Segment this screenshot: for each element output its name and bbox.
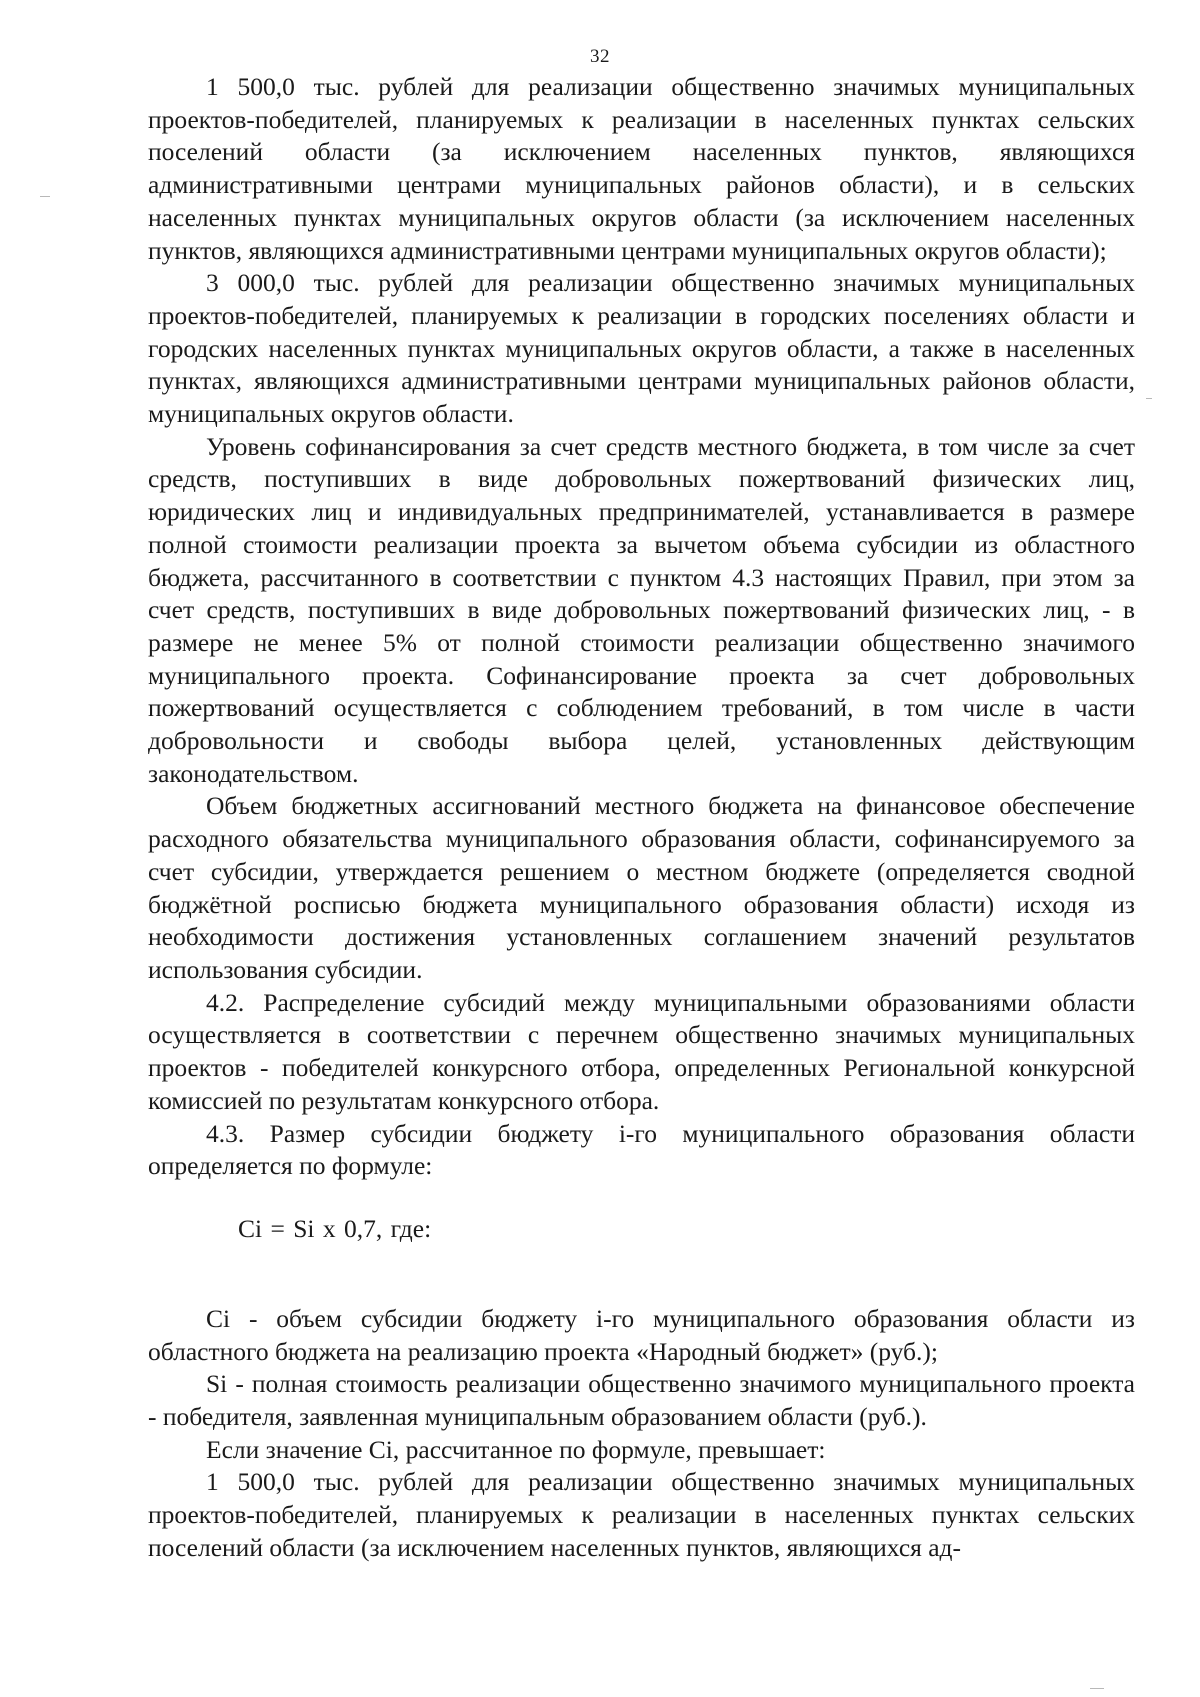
definition-si: Si - полная стоимость реализации общественно значимого муниципального проекта - победителя, заявленная муниципальным образованием области (руб.). (148, 1369, 1135, 1432)
paragraph-rural-threshold: 1 500,0 тыс. рублей для реализации общественно значимых муниципальных проектов-победителей, планируемых к реализации в населенных пунктах сельских поселений области (за исключением населенных пунктов, являющихся административными центрами муниципальных районов области), и в сельских населенных пунктах муниципальных округов области (за исключением населенных пунктов, являющихся административными центрами муниципальных округов области); (148, 72, 1135, 265)
paragraph-section-4-3: 4.3. Размер субсидии бюджету i-го муниципального образования области определяется по формуле: (148, 1118, 1135, 1181)
page-number: 32 (590, 46, 610, 67)
definition-ci: Ci - объем субсидии бюджету i-го муниципального образования области из областного бюджета на реализацию проекта «Народный бюджет» (руб.); (148, 1303, 1135, 1366)
subsidy-formula: Ci = Si x 0,7, где: (238, 1213, 432, 1243)
paragraph-cofinancing-level: Уровень софинансирования за счет средств местного бюджета, в том числе за счет средств, поступивших в виде добровольных пожертвований физических лиц, юридических лиц и индивидуальных предпринимателей, устанавливается в размере полной стоимости реализации проекта за вычетом объема субсидии из областного бюджета, рассчитанного в соответствии с пунктом 4.3 настоящих Правил, при этом за счет средств, поступивших в виде добровольных пожертвований физических лиц, - в размере не менее 5% от полной стоимости реализации общественно значимого муниципального проекта. Софинансирование проекта за счет добровольных пожертвований осуществляется с соблюдением требований, в том числе в части добровольности и свободы выбора целей, установленных действующим законодательством. (148, 431, 1135, 788)
scan-artifact (1090, 1688, 1104, 1689)
paragraph-section-4-2: 4.2. Распределение субсидий между муниципальными образованиями области осуществляется в соответствии с перечнем общественно значимых муниципальных проектов - победителей конкурсного отбора, определенных Региональной конкурсной комиссией по результатам конкурсного отбора. (148, 987, 1135, 1115)
paragraph-urban-threshold: 3 000,0 тыс. рублей для реализации общественно значимых муниципальных проектов-победителей, планируемых к реализации в городских поселениях области и городских населенных пунктах муниципальных округов области, а также в населенных пунктах, являющихся административными центрами муниципальных районов области, муниципальных округов области. (148, 268, 1135, 429)
paragraph-rural-threshold-repeat: 1 500,0 тыс. рублей для реализации общественно значимых муниципальных проектов-победителей, планируемых к реализации в населенных пунктах сельских поселений области (за исключением населенных пунктов, являющихся ад- (148, 1467, 1135, 1562)
scan-artifact (40, 196, 50, 197)
paragraph-budget-allocations: Объем бюджетных ассигнований местного бюджета на финансовое обеспечение расходного обязательства муниципального образования области, софинансируемого за счет субсидии, утверждается решением о местном бюджете (определяется сводной бюджётной росписью бюджета муниципального образования области) исходя из необходимости достижения установленных соглашением значений результатов использования субсидии. (148, 791, 1135, 984)
paragraph-if-exceeds: Если значение Ci, рассчитанное по формуле, превышает: (206, 1434, 826, 1464)
document-body (148, 71, 1135, 1565)
scan-artifact (1146, 398, 1152, 399)
